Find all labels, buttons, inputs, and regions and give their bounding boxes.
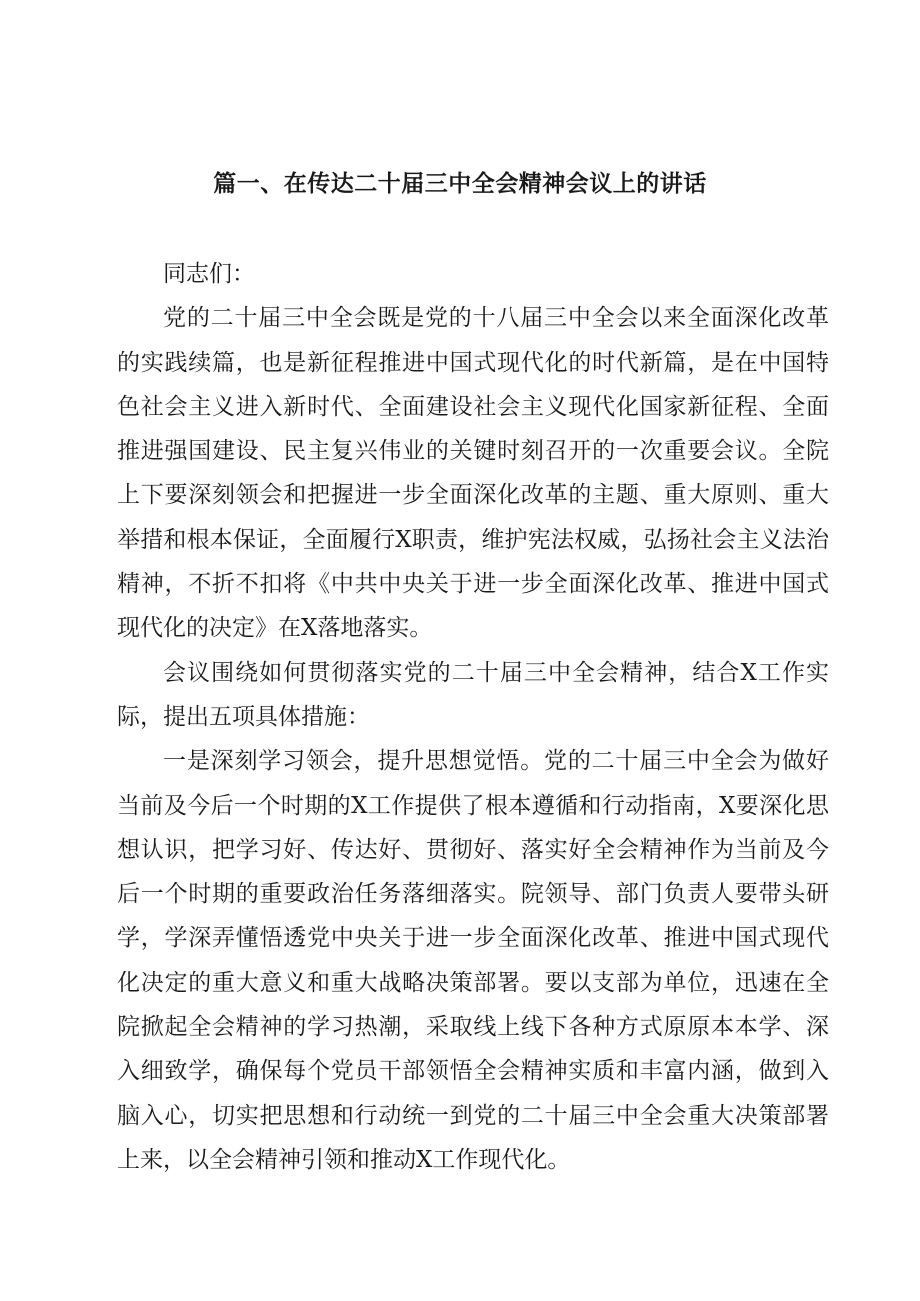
paragraph-salutation: 同志们： bbox=[163, 261, 255, 287]
paragraph-2: 会议围绕如何贯彻落实党的二十届三中全会精神，结合X工作实际，提出五项具体措施： bbox=[117, 659, 829, 730]
paragraph-1: 党的二十届三中全会既是党的十八届三中全会以来全面深化改革的实践续篇，也是新征程推进中国式现代化的时代新篇，是在中国特色社会主义进入新时代、全面建设社会主义现代化国家新征程、全面推进强国建设、民主复兴伟业的关键时刻召开的一次重要会议。全院上下要深刻领会和把握进一步全面深化改革的主题、重大原则、重大举措和根本保证，全面履行X职责，维护宪法权威，弘扬社会主义法治精神，不折不扣将《中共中央关于进一步全面深化改革、推进中国式现代化的决定》在X落地落实。 bbox=[117, 305, 829, 642]
document-title: 篇一、在传达二十届三中全会精神会议上的讲话 bbox=[213, 171, 707, 197]
document-body bbox=[117, 252, 829, 1182]
paragraph-3: 一是深刻学习领会，提升思想觉悟。党的二十届三中全会为做好当前及今后一个时期的X工作提供了根本遵循和行动指南，X要深化思想认识，把学习好、传达好、贯彻好、落实好全会精神作为当前及今后一个时期的重要政治任务落细落实。院领导、部门负责人要带头研学，学深弄懂悟透党中央关于进一步全面深化改革、推进中国式现代化决定的重大意义和重大战略决策部署。要以支部为单位，迅速在全院掀起全会精神的学习热潮，采取线上线下各种方式原原本本学、深入细致学，确保每个党员干部领悟全会精神实质和丰富内涵，做到入脑入心，切实把思想和行动统一到党的二十届三中全会重大决策部署上来，以全会精神引领和推动X工作现代化。 bbox=[117, 748, 829, 1173]
